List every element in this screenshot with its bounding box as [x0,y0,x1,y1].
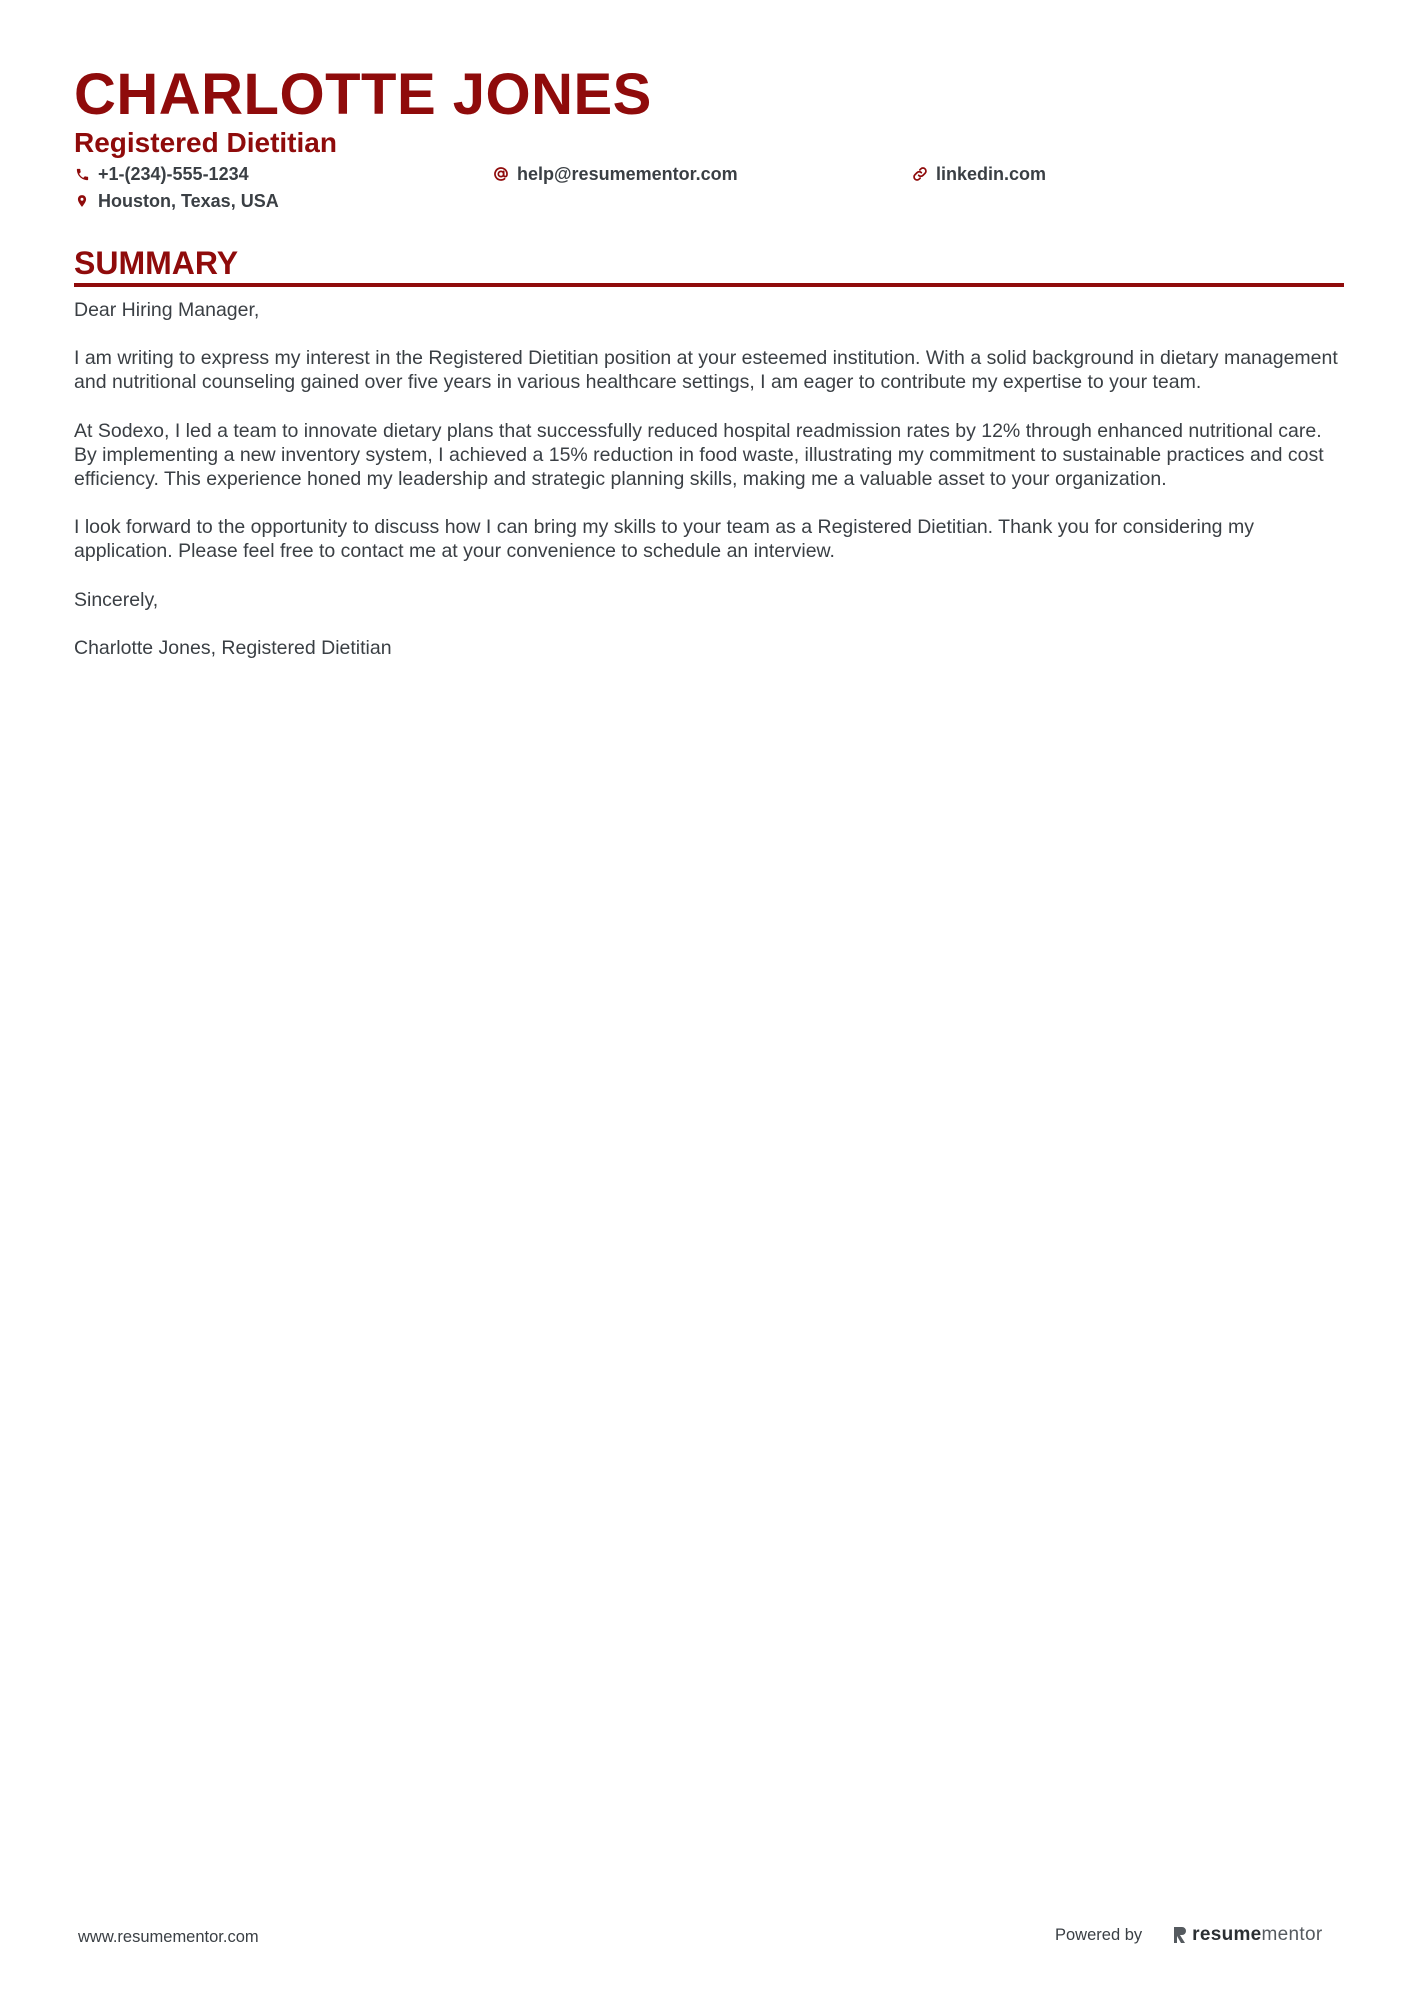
contact-location [74,190,279,212]
signature: Charlotte Jones, Registered Dietitian [74,636,392,659]
link-icon [912,166,928,182]
location-text: Houston, Texas, USA [98,191,279,211]
letter-paragraph: I look forward to the opportunity to discuss how I can bring my skills to your team as a Registered Dietitian. Thank you for considering my application. Please feel free to contact me at your convenience to schedule an interview. [74,516,1254,563]
at-icon [493,166,509,182]
letter-body [74,298,1344,684]
brand-logo[interactable] [1172,1924,1322,1946]
section-divider [74,283,1344,287]
linkedin-text: linkedin.com [936,164,1047,184]
closing: Sincerely, [74,588,159,611]
summary-heading: SUMMARY [74,245,239,281]
letter-paragraph: I am writing to express my interest in the Registered Dietitian position at your esteemed institution. With a solid background in dietary management and nutritional counseling gained over five years in various healthcare settings, I am eager to contribute my expertise to your team. [74,347,1338,394]
email-text: help@resumementor.com [517,164,738,184]
letter-paragraph: At Sodexo, I led a team to innovate dietary plans that successfully reduced hospital readmission rates by 12% through enhanced nutritional care. By implementing a new inventory system, I achieved a 15% reduction in food waste, illustrating my commitment to sustainable practices and cost efficiency. This experience honed my leadership and strategic planning skills, making me a valuable asset to your organization. [74,419,1324,491]
brand-wordmark: resumementor [1192,1924,1323,1945]
contact-email[interactable] [493,163,738,185]
candidate-name: CHARLOTTE JONES [74,62,652,127]
salutation: Dear Hiring Manager, [74,299,260,321]
phone-text: +1-(234)-555-1234 [98,164,249,184]
phone-icon [74,166,90,182]
footer-website[interactable]: www.resumementor.com [78,1928,259,1946]
logo-icon [1172,1925,1188,1945]
powered-by-label: Powered by [1055,1925,1143,1944]
contact-linkedin[interactable] [912,163,1046,185]
contact-phone[interactable] [74,163,249,185]
map-pin-icon [74,193,90,209]
footer-branding [1055,1924,1322,1946]
job-title: Registered Dietitian [74,127,337,158]
